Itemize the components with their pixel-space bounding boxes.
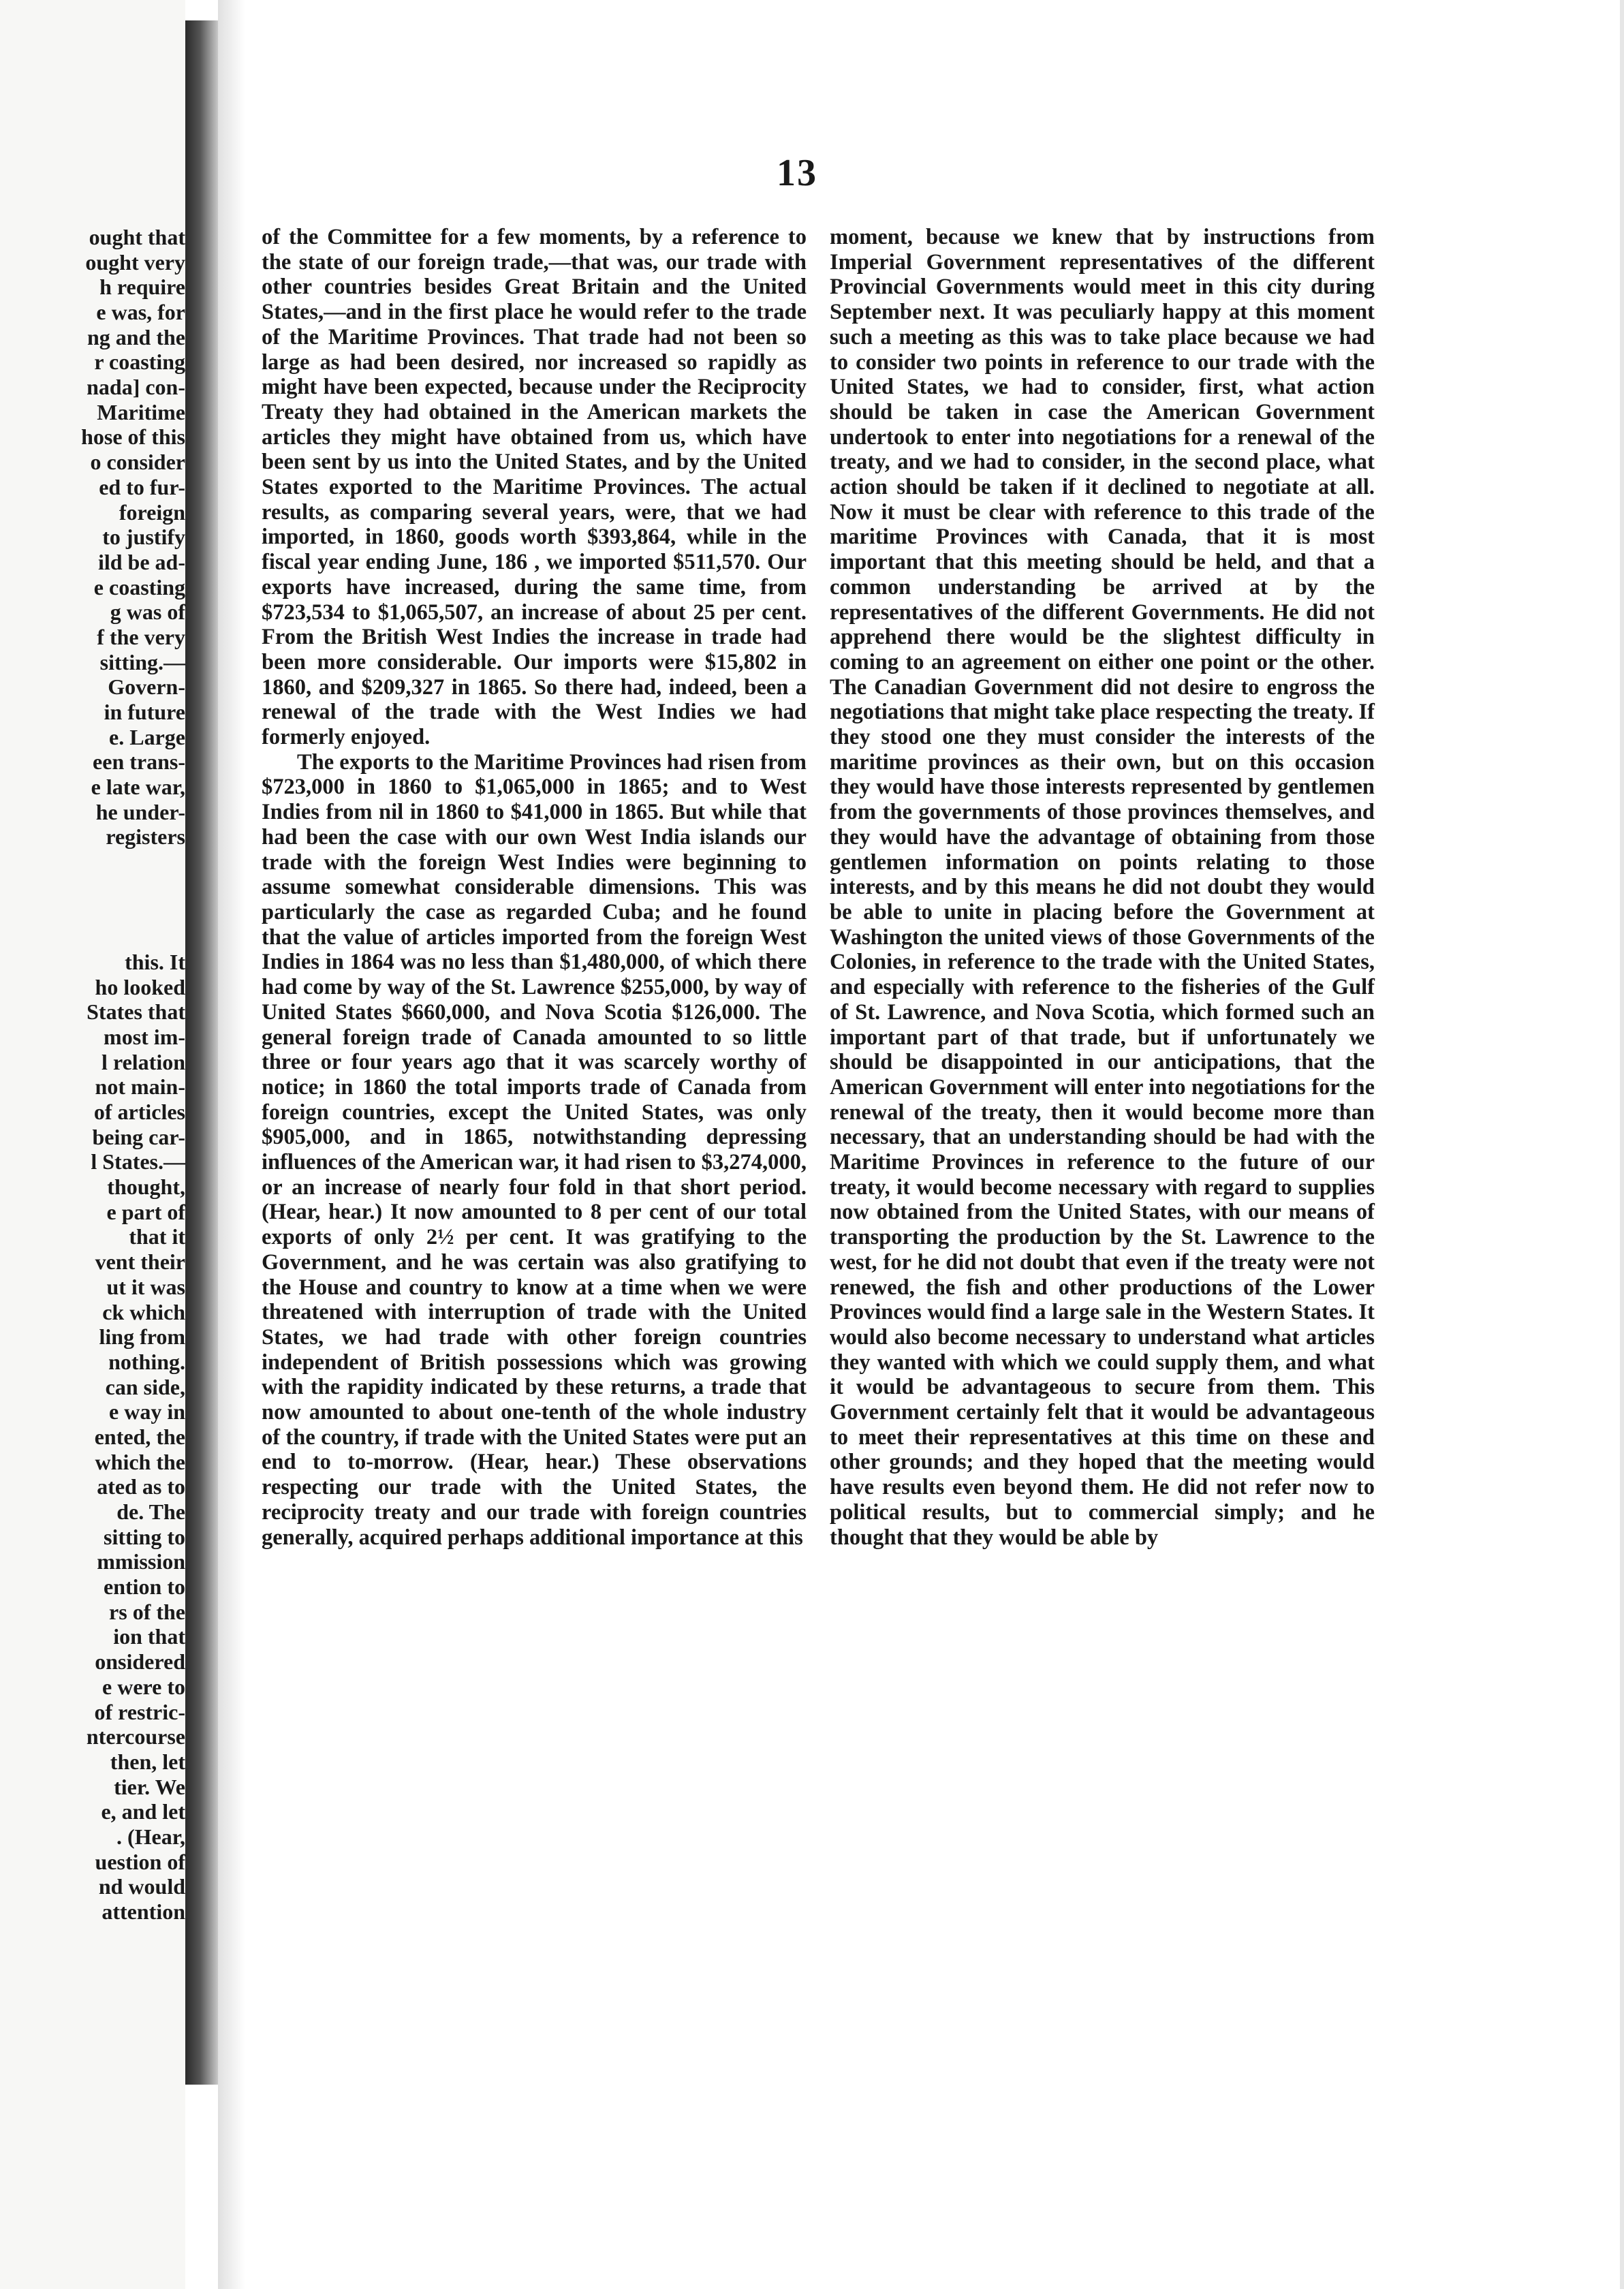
adjacent-page-line: ought that <box>89 224 185 249</box>
paragraph: moment, because we knew that by instructions from Imperial Government representatives of the different Provincial Governments would meet in this city during September next. It was peculiarly happy at this moment such a meeting as this was to take place because we had to consider two points in reference to our trade with the United States, we had to consider, first, what action should be taken in case the American Government undertook to enter into negotiations for a renewal of the treaty, and we had to consider, in the second place, what action should be taken if it declined to negotiate at all. Now it must be clear with reference to this trade of the maritime Provinces with Canada, that it is most important that this meeting should be held, and that a common understanding be arrived at by the representatives of the different Governments. He did not apprehend there would be the slightest difficulty in coming to an agreement on either one point or the other. The Canadian Government did not desire to engross the negotiations that might take place respecting the treaty. If they stood one they must consider the interests of the maritime provinces as their own, but on this occasion they would have those interests represented by gentlemen from the governments of those provinces themselves, and they would have the advantage of obtaining from those gentlemen information on points relating to those interests, and by this means he did not doubt they would be able to unite in placing before the Government at Washington the united views of those Governments of the Colonies, in reference to the trade with the United States, and especially with reference to the fisheries of the Gulf of St. Lawrence, and Nova Scotia, which formed such an important part of that trade, but if unfortunately we should be disappointed in our anticipations, that the American Government will enter into negotiations for the renewal of the treaty, then it would become more than necessary, that an understanding should be had with the Maritime Provinces in reference to the future of our treaty, it would become necessary with regard to supplies now obtained from the United States, with our means of transporting the production by the St. Lawrence to the west, for he did not doubt that even if the treaty were not renewed, the fish and other productions of the Lower Provinces would find a large sale in the Western States. It would also become necessary to understand what articles they wanted with which we could supply them, and what it would be advantageous to secure from them. This Government certainly felt that it would be advantageous to meet their representatives at this time on these and other grounds; and they hoped that the meeting would have results even beyond them. He did not refer now to political results, but to commercial simply; and he thought that they would be able by <box>830 225 1375 1550</box>
adjacent-page-line: registers <box>106 824 185 850</box>
adjacent-page-line: being car- <box>92 1124 185 1149</box>
adjacent-page-line <box>15 200 185 225</box>
adjacent-page-line: thought, <box>107 1174 185 1200</box>
adjacent-page <box>0 0 185 2289</box>
adjacent-page-line: o consider <box>90 450 185 475</box>
page-shadow <box>218 0 245 2289</box>
adjacent-page-line: r coasting <box>94 349 185 375</box>
adjacent-page-line: hose of this <box>81 424 185 450</box>
adjacent-page-line: ck which <box>102 1299 185 1324</box>
adjacent-page-line: l relation <box>102 1049 185 1074</box>
adjacent-page-line: e late war, <box>91 775 185 800</box>
adjacent-page-line: that it <box>129 1224 185 1249</box>
adjacent-page-line: nothing. <box>108 1349 185 1374</box>
adjacent-page-line <box>15 850 185 875</box>
adjacent-page-line: to justify <box>102 525 185 550</box>
adjacent-page-line: een trans- <box>93 749 185 775</box>
adjacent-page-line: f the very <box>97 624 185 649</box>
adjacent-page-line: not main- <box>95 1074 185 1100</box>
adjacent-page-line: e was, for <box>96 300 185 324</box>
adjacent-page-line: . (Hear, <box>116 1824 185 1849</box>
adjacent-page-line: attention <box>102 1899 185 1924</box>
book-gutter <box>185 20 218 2085</box>
adjacent-page-line: which the <box>95 1449 185 1474</box>
adjacent-page-line: ild be ad- <box>97 549 185 574</box>
adjacent-page-line: ntercourse <box>86 1724 185 1749</box>
adjacent-page-line: mmission <box>97 1549 185 1574</box>
adjacent-page-line: most im- <box>104 1024 185 1049</box>
adjacent-page-text <box>15 125 185 1925</box>
adjacent-page-line: can side, <box>105 1374 185 1399</box>
paragraph: of the Committee for a few moments, by a reference to the state of our foreign trade,—that was, our trade with other countries besides Great Britain and the United States,—and in the first place he would refer to the trade of the Maritime Provinces. That trade had not been so large as had been desired, nor increased so rapidly as might have been expected, because under the Reciprocity Treaty they had obtained in the American markets the articles they might have obtained from us, which have been sent by us into the United States, and by the United States exported to the Maritime Provinces. The actual results, as comparing several years, were, that we had imported, in 1860, goods worth $393,864, while in the fiscal year ending June, 186 , we imported $511,570. Our exports have increased, during the same time, from $723,534 to $1,065,507, an increase of about 25 per cent. From the British West Indies the increase in trade had been more considerable. Our imports were $15,802 in 1860, and $209,327 in 1865. So there had, indeed, been a renewal of the trade with the West Indies we had formerly enjoyed. <box>262 225 807 750</box>
adjacent-page-line: then, let <box>110 1749 185 1774</box>
page-number: 13 <box>777 152 817 194</box>
adjacent-page-line: ed to fur- <box>99 474 185 499</box>
adjacent-page-line: of articles <box>93 1100 185 1124</box>
adjacent-page-line: e. Large <box>109 724 185 749</box>
adjacent-page-line <box>15 125 185 150</box>
adjacent-page-line: in future <box>104 700 185 724</box>
page-edge <box>1620 0 1624 2289</box>
adjacent-page-line <box>15 924 185 950</box>
adjacent-page-line: e coasting <box>93 574 185 600</box>
adjacent-page-line: onsidered <box>95 1649 185 1675</box>
adjacent-page-line: ention to <box>104 1574 185 1600</box>
adjacent-page-line: ut it was <box>106 1274 185 1299</box>
adjacent-page-line: ion that <box>113 1624 185 1649</box>
adjacent-page-line: foreign <box>119 499 185 525</box>
text-column-right <box>830 225 1375 1550</box>
adjacent-page-line: States that <box>87 999 185 1025</box>
adjacent-page-line: this. It <box>125 949 185 974</box>
adjacent-page-line: h require <box>99 275 185 300</box>
adjacent-page-line: ated as to <box>97 1474 185 1499</box>
adjacent-page-line: vent their <box>95 1249 185 1275</box>
adjacent-page-line: rs of the <box>109 1599 185 1624</box>
adjacent-page-line: de. The <box>116 1499 185 1524</box>
adjacent-page-line: Maritime <box>97 399 185 424</box>
adjacent-page-line: Govern- <box>108 674 185 700</box>
adjacent-page-line: sitting.— <box>99 649 185 674</box>
adjacent-page-line: nada] con- <box>87 375 185 400</box>
adjacent-page-line: nd would <box>98 1874 185 1899</box>
adjacent-page-line: of restric- <box>94 1699 185 1724</box>
adjacent-page-line: ho looked <box>95 974 185 999</box>
adjacent-page-line: he under- <box>95 799 185 824</box>
adjacent-page-line: e way in <box>109 1399 185 1424</box>
adjacent-page-line: tier. We <box>114 1774 185 1799</box>
adjacent-page-line: ought very <box>85 249 185 275</box>
text-column-left <box>262 225 807 1550</box>
adjacent-page-line: ng and the <box>87 324 185 349</box>
adjacent-page-line: uestion of <box>95 1849 185 1874</box>
adjacent-page-line: ented, the <box>94 1424 185 1449</box>
adjacent-page-line: g was of <box>110 600 185 625</box>
adjacent-page-line <box>15 175 185 200</box>
adjacent-page-line: l States.— <box>91 1149 185 1174</box>
adjacent-page-line <box>15 875 185 900</box>
adjacent-page-line: ling from <box>99 1324 185 1350</box>
adjacent-page-line: e part of <box>106 1199 185 1224</box>
adjacent-page-line: e were to <box>102 1674 185 1699</box>
adjacent-page-line: e, and let <box>101 1799 185 1824</box>
adjacent-page-line <box>15 900 185 925</box>
adjacent-page-line: sitting to <box>104 1524 185 1549</box>
paragraph: The exports to the Maritime Provinces had risen from $723,000 in 1860 to $1,065,000 in 1865; and to West Indies from nil in 1860 to $41,000 in 1865. But while that had been the case with our own West India islands our trade with the foreign West Indies were beginning to assume somewhat considerable dimensions. This was particularly the case as regarded Cuba; and he found that the value of articles imported from the foreign West Indies in 1864 was no less than $1,480,000, of which there had come by way of the St. Lawrence $255,000, by way of United States $660,000, and Nova Scotia $126,000. The general foreign trade of Canada amounted to so little three or four years ago that it was scarcely worthy of notice; in 1860 the total imports trade of Canada from foreign countries, except the United States, was only $905,000, and in 1865, notwithstanding depressing influences of the American war, it had risen to $3,274,000, or an increase of nearly four fold in that short period. (Hear, hear.) It now amounted to 8 per cent of our total exports of only 2½ per cent. It was gratifying to the Government, and he was certain was also gratifying to the House and country to know at a time when we were threatened with interruption of trade with the United States, we had trade with other foreign countries independent of British possessions which was growing with the rapidity indicated by these returns, a trade that now amounted to about one-tenth of the whole industry of the country, if trade with the United States were put an end to to-morrow. (Hear, hear.) These observations respecting our trade with the United States, the reciprocity treaty and our trade with foreign countries generally, acquired perhaps additional importance at this <box>262 749 807 1550</box>
adjacent-page-line <box>15 150 185 175</box>
